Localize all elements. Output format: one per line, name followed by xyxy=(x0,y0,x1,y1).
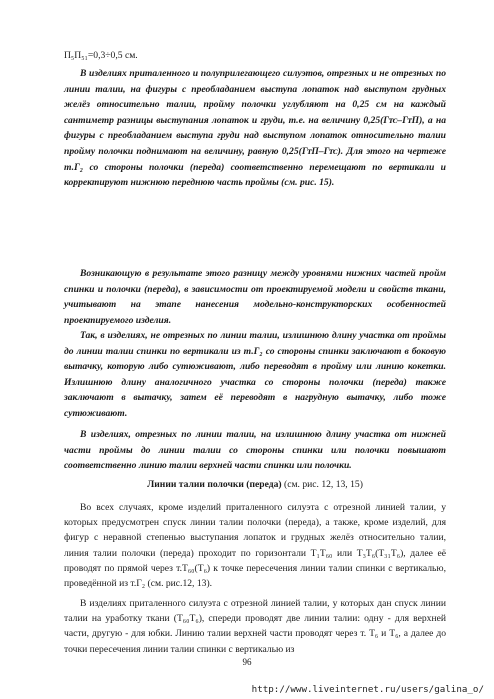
paragraph-4: В изделиях, отрезных по линии талии, на излишнюю длину участка от нижней части проймы до линии талии со стороны спинки или полочки повышают соответственно линию талии верхней части спинки или полочки. xyxy=(64,429,446,472)
paragraph-3: Так, в изделиях, не отрезных по линии талии, излишнюю длину участка от проймы до линии талии спинки по вертикали из т.Г₂ со стороны спинки заключают в боковую вытачку, которую либо сутюживают, либо переводят в пройму или линию кокетки. Излишнюю длину аналогичного участка со стороны полочки (переда) также заключают в вытачку, затем её переводят в нагрудную вытачку, либо тоже сутюживают. xyxy=(64,330,446,419)
section-heading xyxy=(64,478,446,492)
paragraph-6: В изделиях приталенного силуэта с отрезной линией талии, у которых дан спуск линии талии на уработку ткани (Т₆₀Т₆), спереди проводят две линии талии: одну - для верхней части, другую - для юбки. Линию талии верхней части проводят через т. Т₆ и Т₆, а далее до точки пересечения линии талии спинки с вертикалью из xyxy=(64,598,446,655)
paragraph-2: Возникающую в результате этого разницу между уровнями нижних частей пройм спинки и полочки (переда), в зависимости от проектируемой модели и свойств ткани, учитывают на этапе нанесения модельно-конструкторских особенностей проектируемого изделия. xyxy=(64,268,446,326)
section-heading-title: Линии талии полочки (переда) xyxy=(147,479,282,490)
page-number: 96 xyxy=(242,657,252,667)
formula-line: П₅П₅₁=0,3÷0,5 см. xyxy=(64,50,138,61)
paragraph-1: В изделиях приталенного и полуприлегающего силуэтов, отрезных и не отрезных по линии талии, на фигуры с преобладанием выступа лопаток над выступом грудных желёз относительно талии, пройму полочки углубляют на 0,25 см на каждый сантиметр разницы выступания лопаток и груди, т.е. на величину 0,25(Гᴛᴄ–ГᴛП), а на фигуры с преобладанием выступа груди над выступом лопаток относительно талии пройму полочки поднимают на величину, равную 0,25(ГᴛП–Гᴛᴄ). Для этого на чертеже т.Г₂ со стороны полочки (переда) соответственно перемещают по вертикали и корректируют нижнюю переднюю часть проймы (см. рис. 15). xyxy=(64,68,446,189)
section-heading-ref: (см. рис. 12, 13, 15) xyxy=(281,479,363,490)
watermark-url: http://www.liveinternet.ru/users/galina_o/ xyxy=(251,684,484,695)
paragraph-5: Во всех случаях, кроме изделий приталенного силуэта с отрезной линией талии, у которых предусмотрен спуск линии талии полочки (переда), а также, кроме изделий, для фигур с неравной степенью выступания лопаток и грудных желёз относительно талии, линия талии полочки (переда) проходит по горизонтали Т₁Т₆₀ или Т₃Т₆(Т₃₁Т₆), далее её проводят по прямой через т.Т₆₀(Т₆) к точке пересечения линии талии спинки с вертикалью, проведённой из т.Г₂ (см. рис.12, 13). xyxy=(64,502,446,590)
